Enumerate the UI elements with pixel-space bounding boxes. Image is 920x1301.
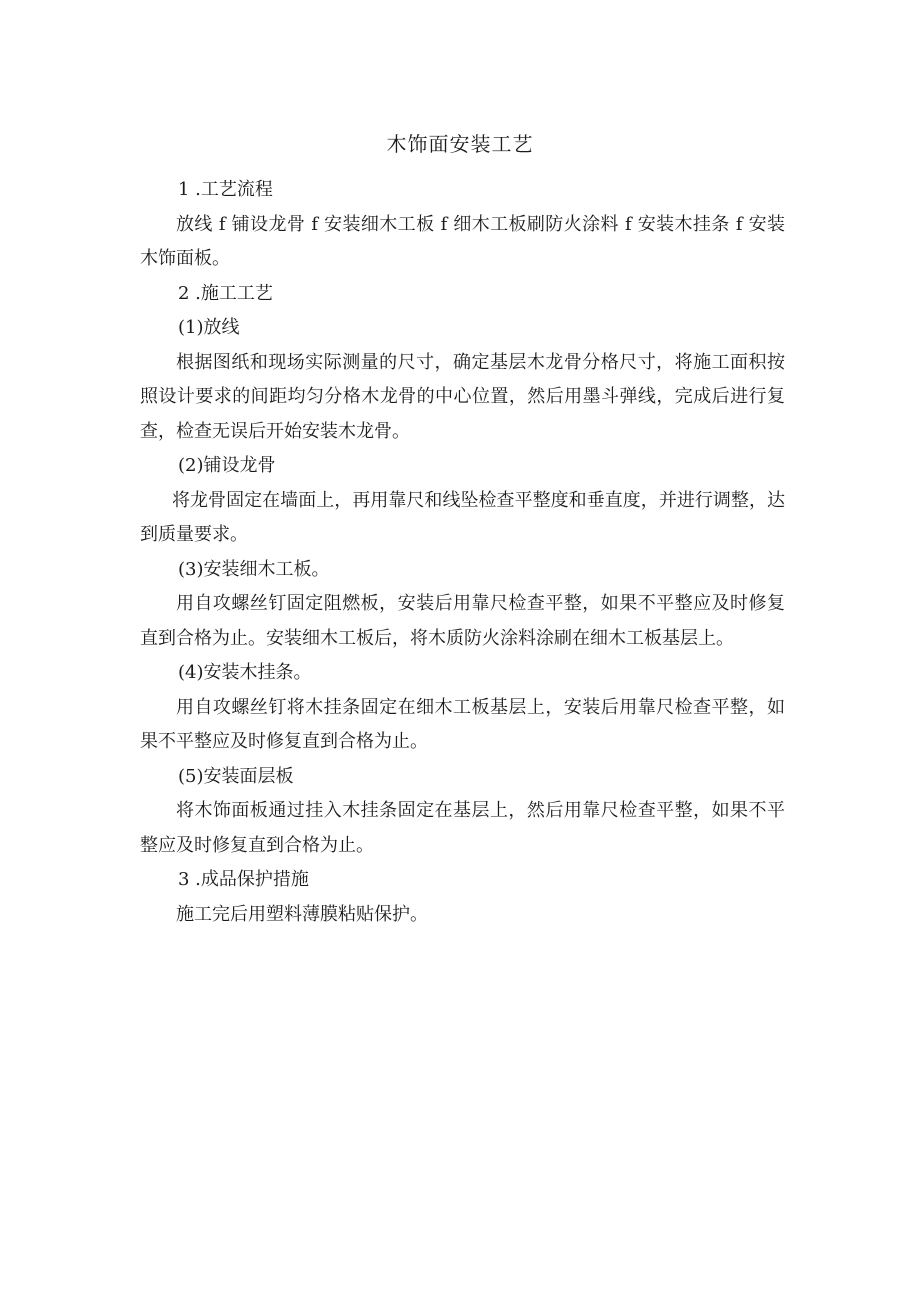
paragraph-install-blockboard: 用自攻螺丝钉固定阻燃板，安装后用靠尺检查平整，如果不平整应及时修复直到合格为止。安装细木工板后，将木质防火涂料涂刷在细木工板基层上。 [140, 593, 785, 649]
section-heading-protection: 3 .成品保护措施 [178, 869, 309, 890]
subheading-install-hanging-strips: (4)安装木挂条。 [178, 662, 312, 683]
paragraph-install-keel: 将龙骨固定在墙面上，再用靠尺和线坠检查平整度和垂直度，并进行调整，达到质量要求。 [140, 489, 785, 545]
subheading-install-blockboard: (3)安装细木工板。 [178, 558, 330, 580]
subheading-install-keel: (2)铺设龙骨 [178, 455, 276, 476]
document-title: 木饰面安装工艺 [386, 132, 534, 156]
section-heading-process-flow: 1 .工艺流程 [178, 179, 273, 200]
document-body [140, 173, 785, 932]
paragraph-process-steps: 放线 f 铺设龙骨 f 安装细木工板 f 细木工板刷防火涂料 f 安装木挂条 f 安装木饰面板。 [140, 213, 785, 269]
subheading-layout-lines: (1)放线 [178, 317, 240, 338]
subheading-install-face-panel: (5)安装面层板 [178, 765, 294, 787]
paragraph-protection: 施工完后用塑料薄膜粘贴保护。 [176, 903, 428, 925]
paragraph-install-hanging-strips: 用自攻螺丝钉将木挂条固定在细木工板基层上，安装后用靠尺检查平整，如果不平整应及时修复直到合格为止。 [140, 696, 785, 752]
paragraph-layout-lines: 根据图纸和现场实际测量的尺寸，确定基层木龙骨分格尺寸，将施工面积按照设计要求的间距均匀分格木龙骨的中心位置，然后用墨斗弹线，完成后进行复查，检查无误后开始安装木龙骨。 [140, 351, 785, 442]
paragraph-install-face-panel: 将木饰面板通过挂入木挂条固定在基层上，然后用靠尺检查平整，如果不平整应及时修复直到合格为止。 [140, 800, 785, 856]
section-heading-construction: 2 .施工工艺 [178, 282, 273, 304]
